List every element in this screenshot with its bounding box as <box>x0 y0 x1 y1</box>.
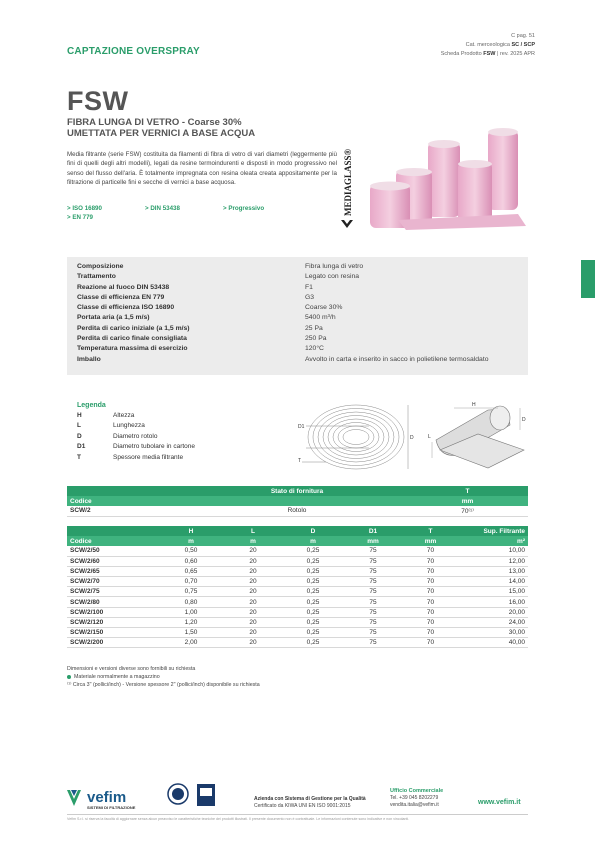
table-row <box>67 556 528 566</box>
cell-code: SCW/2/70 <box>67 577 159 587</box>
dim-d1: D1 <box>298 424 305 430</box>
cell-value: 20 <box>223 577 283 587</box>
col-codice: Codice <box>67 496 187 506</box>
cell-value: 70 <box>403 566 458 576</box>
cell-value: 75 <box>343 546 403 556</box>
cell-value: 0,60 <box>159 556 223 566</box>
product-code: FSW <box>67 86 129 116</box>
note-stock: Materiale normalmente a magazzino <box>67 673 260 681</box>
cell-value: 24,00 <box>458 617 528 627</box>
cell-value: 0,25 <box>283 546 343 556</box>
cell-value: 40,00 <box>458 638 528 648</box>
product-photo <box>358 122 528 232</box>
page-number: C pag. 51 <box>511 33 535 39</box>
svg-text:vefim: vefim <box>87 789 127 806</box>
cell-value: 0,25 <box>283 607 343 617</box>
footer-divider <box>67 814 528 815</box>
cell-value: 1,00 <box>159 607 223 617</box>
cell-value: 20 <box>223 638 283 648</box>
col-t: T <box>407 486 528 496</box>
cell-value: 70 <box>403 628 458 638</box>
specs-table <box>67 257 528 375</box>
legend-item: H Altezza <box>77 412 135 419</box>
table-row <box>67 617 528 627</box>
cell-value: 20 <box>223 587 283 597</box>
cell-value: 70 <box>403 597 458 607</box>
cell-value: 10,00 <box>458 546 528 556</box>
dim-t: T <box>298 458 302 464</box>
category-title: CAPTAZIONE OVERSPRAY <box>67 46 200 57</box>
norm-item: > EN 779 <box>67 213 93 221</box>
cell-value: 15,00 <box>458 587 528 597</box>
col-stato: Stato di fornitura <box>187 486 407 496</box>
unit-t: mm <box>407 496 528 506</box>
vefim-logo <box>67 788 159 810</box>
dim-d: D <box>522 417 526 423</box>
brand-text: MEDIAGLASS® <box>343 148 353 216</box>
kiwa-cert-icon <box>167 782 189 810</box>
quality-cert-icon <box>195 782 217 810</box>
roll-3d-diagram <box>428 400 530 472</box>
table-row <box>67 628 528 638</box>
cell-code: SCW/2/150 <box>67 628 159 638</box>
cell-value: 0,65 <box>159 566 223 576</box>
norm-item: > Progressivo <box>223 205 265 212</box>
table-row <box>67 566 528 576</box>
cell-value: 0,25 <box>283 628 343 638</box>
cell-value: 75 <box>343 597 403 607</box>
website-link[interactable]: www.vefim.it <box>478 799 521 806</box>
legend-item: D Diametro rotolo <box>77 432 158 440</box>
cell-code: SCW/2/50 <box>67 546 159 556</box>
cell-value: 20,00 <box>458 607 528 617</box>
mediaglass-logo <box>337 120 357 230</box>
cell-value: 0,75 <box>159 587 223 597</box>
spec-row: Portata aria (a 1,5 m/s) 5400 m³/h <box>77 314 336 322</box>
cell-code: SCW/2/80 <box>67 597 159 607</box>
cell-value: 20 <box>223 607 283 617</box>
cell-value: 70 <box>403 546 458 556</box>
cell-value: 0,70 <box>159 577 223 587</box>
spec-row: Temperatura massima di esercizio 120°C <box>77 345 324 353</box>
spec-row: Imballo Avvolto in carta e inserito in sacco in polietilene termosaldato <box>77 355 489 363</box>
cell-value: 75 <box>343 577 403 587</box>
note-sizes: Dimensioni e versioni diverse sono fornibili su richiesta <box>67 666 196 672</box>
cell-code: SCW/2/75 <box>67 587 159 597</box>
legend-item: T Spessore media filtrante <box>77 453 184 461</box>
cell-code: SCW/2/100 <box>67 607 159 617</box>
table-row <box>67 546 528 556</box>
cell-value: 1,20 <box>159 617 223 627</box>
category-ref: Cat. merceologica SC / SCP <box>465 42 535 48</box>
cell-value: 0,25 <box>283 587 343 597</box>
spec-row: Perdita di carico finale consigliata 250 Pa <box>77 335 327 343</box>
cell-value: 75 <box>343 566 403 576</box>
spec-row: Classe di efficienza EN 779 G3 <box>77 293 315 301</box>
roll-section-diagram <box>296 402 418 474</box>
notes <box>67 665 260 689</box>
cell-value: 0,25 <box>283 617 343 627</box>
cell-value: 2,00 <box>159 638 223 648</box>
legend-title: Legenda <box>77 402 106 409</box>
dimensions-table: H L D D1 T Sup. Filtrante Codice m m m mm mm m² SCW/2/50 0,50 20 0,25 75 70 10,00 SCW/2/60 0,60 20 0,25 75 70 12,00 SCW/2/65 0,65 20 0,25 75 70 13,00 SCW/2/70 0,70 20 0,25 75 70 14,00 SCW/2/75 0,75 20 0,25 75 70 15,00 SCW/2/80 0,80 20 0,25 75 70 16,00 SCW/2/100 1,00 20 0,25 75 70 20,00 SCW/2/120 1,20 20 0,25 75 70 24,00 SCW/2/150 1,50 20 0,25 75 70 30,00 SCW/2/200 2,00 20 0,25 75 70 40,00 <box>67 526 528 648</box>
cell-value: 12,00 <box>458 556 528 566</box>
product-description: Media filtrante (serie FSW) costituita da filamenti di fibra di vetro di vari diametri (leggermente più fini di quelli degli altri modelli), legati da resine termoindurenti e disposti in modo progressivo nel senso del flusso dell'aria. È totalmente impregnata con resina oleata creata appositamente per la filtrazione di particelle fini e secche di vernici a base acquosa. <box>67 151 337 186</box>
cell-value: 75 <box>343 556 403 566</box>
sales-office: Ufficio Commerciale Tel. +39 045 8202279 vendita.italia@vefim.it <box>390 788 444 808</box>
legal-notice: Vefim S.r.l. si riserva la facoltà di aggiornare senza alcun preavviso le caratteristiche tecniche dei prodotti illustrati. Il presente documento non è contrattuale. Le informazioni contenute sono indicative e non vincolanti. <box>67 817 410 821</box>
spec-row: Composizione Fibra lunga di vetro <box>77 263 364 270</box>
product-ref: Scheda Prodotto FSW | rev. 2025 APR <box>440 51 535 57</box>
table-row <box>67 597 528 607</box>
cell-value: 1,50 <box>159 628 223 638</box>
norm-item: > ISO 16890 <box>67 205 102 212</box>
cell-value: 16,00 <box>458 597 528 607</box>
cell-value: 70 <box>403 617 458 627</box>
table-row <box>67 587 528 597</box>
table-row <box>67 577 528 587</box>
supply-table <box>67 486 528 517</box>
spec-row: Reazione al fuoco DIN 53438 F1 <box>77 283 313 291</box>
cell-value: 30,00 <box>458 628 528 638</box>
cell-value: 20 <box>223 546 283 556</box>
cell-value: 75 <box>343 617 403 627</box>
cell-value: 70 <box>403 587 458 597</box>
cell-value: 20 <box>223 566 283 576</box>
cell-value: 13,00 <box>458 566 528 576</box>
spec-row: Perdita di carico iniziale (a 1,5 m/s) 25 Pa <box>77 324 323 332</box>
cell-value: 20 <box>223 556 283 566</box>
spec-row: Trattamento Legato con resina <box>77 273 360 281</box>
table-row <box>67 638 528 648</box>
cell-code: SCW/2/200 <box>67 638 159 648</box>
cell-value: 75 <box>343 587 403 597</box>
cell-code: SCW/2/60 <box>67 556 159 566</box>
legend-item: D1 Diametro tubolare in cartone <box>77 443 196 451</box>
cell-value: 70 <box>403 607 458 617</box>
norm-item: > DIN 53438 <box>145 205 180 212</box>
legend-item: L Lunghezza <box>77 422 145 430</box>
cell-value: 0,25 <box>283 577 343 587</box>
quality-info: Azienda con Sistema di Gestione per la Qualità Certificato da KIWA UNI EN ISO 9001:2015 <box>254 796 366 809</box>
cell-value: 75 <box>343 638 403 648</box>
cell-code: SCW/2/65 <box>67 566 159 576</box>
dim-h: H <box>472 402 476 408</box>
svg-text:SISTEMI DI FILTRAZIONE: SISTEMI DI FILTRAZIONE <box>87 805 136 810</box>
spec-row: Classe di efficienza ISO 16890 Coarse 30% <box>77 304 343 312</box>
norms-list <box>67 205 327 222</box>
cell-value: 20 <box>223 628 283 638</box>
product-subtitle: FIBRA LUNGA DI VETRO - Coarse 30% UMETTATA PER VERNICI A BASE ACQUA <box>67 117 256 139</box>
stock-dot-icon <box>67 675 71 679</box>
cell-value: 14,00 <box>458 577 528 587</box>
cell-value: 20 <box>223 617 283 627</box>
cell-value: 0,25 <box>283 638 343 648</box>
note-thickness: ⁽¹⁾ Circa 3" (pollici/inch) - Versione spessore 2" (pollici/inch) disponibile su richiesta <box>67 682 260 688</box>
cell-value: 0,50 <box>159 546 223 556</box>
document-meta <box>441 32 535 59</box>
cell-value: 70 <box>403 577 458 587</box>
legend <box>77 411 195 463</box>
cell-value: 75 <box>343 607 403 617</box>
cell-value: 75 <box>343 628 403 638</box>
cell-value: 70 <box>403 556 458 566</box>
cell-value: 70 <box>403 638 458 648</box>
cell-value: 20 <box>223 597 283 607</box>
cell-value: 0,25 <box>283 597 343 607</box>
cell-value: 0,80 <box>159 597 223 607</box>
cell-value: 0,25 <box>283 566 343 576</box>
cell-value: 0,25 <box>283 556 343 566</box>
dim-d: D <box>410 435 414 441</box>
table-row: SCW/2 Rotolo 70⁽¹⁾ <box>67 506 528 516</box>
table-row <box>67 607 528 617</box>
dim-l: L <box>428 434 431 440</box>
cell-code: SCW/2/120 <box>67 617 159 627</box>
section-tab <box>581 260 595 298</box>
